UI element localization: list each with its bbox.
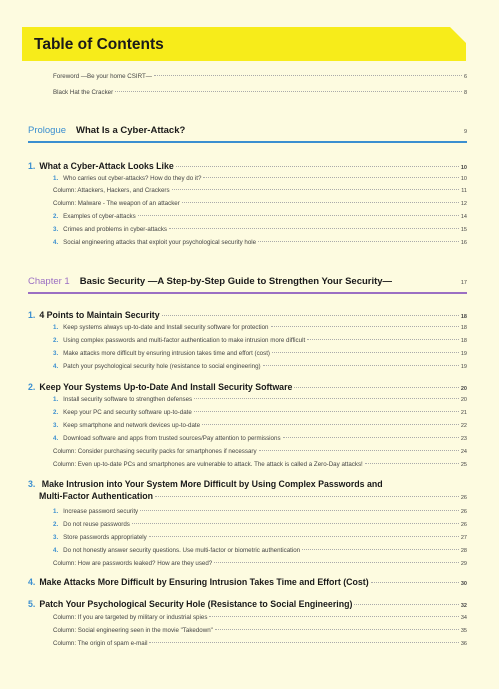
- page-number: 35: [460, 628, 467, 634]
- section-number: 5.: [28, 599, 36, 609]
- entry-label: Column: Malware - The weapon of an attacker: [53, 200, 180, 207]
- toc-entry[interactable]: [53, 363, 467, 370]
- leader-dots: [140, 510, 459, 511]
- page-number: 24: [460, 449, 467, 455]
- leader-dots: [209, 616, 458, 617]
- leader-dots: [182, 202, 459, 203]
- entry-number: 3.: [53, 422, 59, 429]
- leader-dots: [132, 523, 459, 524]
- entry-label: Install security software to strengthen defenses: [63, 396, 193, 403]
- page-number: 30: [460, 581, 467, 587]
- page-number: 32: [460, 603, 467, 609]
- leader-dots: [154, 75, 462, 76]
- section-heading[interactable]: [28, 382, 467, 392]
- page-number: 9: [463, 129, 467, 135]
- entry-number: 4.: [53, 435, 59, 442]
- entry-label: Social engineering attacks that exploit your psychological security hole: [63, 239, 257, 246]
- section-title-line1: Make Intrusion into Your System More Difficult by Using Complex Passwords and: [41, 479, 383, 489]
- entry-number: 1.: [53, 508, 59, 515]
- entry-label: Patch your psychological security hole (resistance to social engineering): [63, 363, 261, 370]
- entry-number: 4.: [53, 547, 59, 554]
- leader-dots: [259, 450, 459, 451]
- entry-number: 3.: [53, 226, 59, 233]
- leader-dots: [354, 604, 459, 605]
- toc-entry[interactable]: [53, 521, 467, 528]
- toc-entry-column[interactable]: [53, 627, 467, 634]
- entry-number: 4.: [53, 239, 59, 246]
- section-title: Make Attacks More Difficult by Ensuring Intrusion Takes Time and Effort (Cost): [39, 577, 369, 587]
- page-number: 18: [460, 325, 467, 331]
- page-number: 26: [460, 522, 467, 528]
- page-number: 8: [463, 90, 467, 96]
- page-number: 23: [460, 436, 467, 442]
- section-heading[interactable]: [28, 599, 467, 609]
- entry-label: Column: Social engineering seen in the movie "Takedown": [53, 627, 213, 634]
- leader-dots: [155, 496, 459, 497]
- entry-label: Examples of cyber-attacks: [63, 213, 136, 220]
- leader-dots: [263, 365, 459, 366]
- entry-label: Column: The origin of spam e-mail: [53, 640, 148, 647]
- leader-dots: [194, 411, 459, 412]
- chapter-divider: [28, 292, 467, 294]
- leader-dots: [365, 463, 459, 464]
- entry-label: Store passwords appropriately: [63, 534, 147, 541]
- entry-number: 3.: [53, 350, 59, 357]
- page-number: 26: [460, 494, 467, 501]
- leader-dots: [214, 562, 459, 563]
- leader-dots: [194, 398, 459, 399]
- page-number: 25: [460, 462, 467, 468]
- entry-number: 2.: [53, 337, 59, 344]
- leader-dots: [294, 387, 458, 388]
- entry-number: 1.: [53, 396, 59, 403]
- page-number: 18: [460, 338, 467, 344]
- entry-label: Keep smartphone and network devices up-to-date: [63, 422, 201, 429]
- toc-entry[interactable]: [53, 175, 467, 182]
- leader-dots: [172, 189, 460, 190]
- toc-entry-column[interactable]: [53, 560, 467, 567]
- section-title: What a Cyber-Attack Looks Like: [39, 161, 174, 171]
- leader-dots: [202, 424, 459, 425]
- leader-dots: [169, 228, 459, 229]
- entry-label: Column: Attackers, Hackers, and Crackers: [53, 187, 170, 194]
- entry-label: Increase password security: [63, 508, 139, 515]
- entry-label: Using complex passwords and multi-factor authentication to make intrusion more difficult: [63, 337, 306, 344]
- page-number: 27: [460, 535, 467, 541]
- toc-entry[interactable]: [53, 337, 467, 344]
- page-number: 16: [460, 240, 467, 246]
- toc-entry[interactable]: [53, 508, 467, 515]
- section-title: Keep Your Systems Up-to-Date And Install Security Software: [39, 382, 293, 392]
- leader-dots: [149, 536, 459, 537]
- entry-label: Do not reuse passwords: [63, 521, 130, 528]
- entry-label: Download software and apps from trusted sources/Pay attention to permissions: [63, 435, 281, 442]
- entry-label: Column: Consider purchasing security packs for smartphones if necessary: [53, 448, 257, 455]
- toc-entry-column[interactable]: [53, 614, 467, 621]
- toc-entry[interactable]: [53, 226, 467, 233]
- page-number: 34: [460, 615, 467, 621]
- entry-label: Do not honestly answer security questions. Use multi-factor or biometric authentication: [63, 547, 301, 554]
- toc-entry-column[interactable]: [53, 200, 467, 207]
- section-title: Patch Your Psychological Security Hole (Resistance to Social Engineering): [39, 599, 353, 609]
- entry-label: Keep systems always up-to-date and Install security software for protection: [63, 324, 269, 331]
- leader-dots: [149, 642, 458, 643]
- toc-entry-column[interactable]: [53, 461, 467, 468]
- entry-label: Column: Even up-to-date PCs and smartphones are vulnerable to attack. The attack is called a Zero-Day attacks!: [53, 461, 363, 468]
- section-number: 3.: [28, 479, 36, 489]
- chapter-title: Basic Security —A Step-by-Step Guide to Strengthen Your Security—: [79, 276, 393, 287]
- toc-entry-black-hat[interactable]: [53, 89, 467, 96]
- page-number: 18: [460, 314, 467, 320]
- section-title: 4 Points to Maintain Security: [39, 310, 160, 320]
- page-number: 12: [460, 201, 467, 207]
- toc-entry[interactable]: [53, 534, 467, 541]
- page-number: 28: [460, 548, 467, 554]
- prologue-heading[interactable]: [28, 125, 467, 136]
- leader-dots: [176, 166, 459, 167]
- toc-entry[interactable]: [53, 213, 467, 220]
- page-number: 36: [460, 641, 467, 647]
- toc-entry[interactable]: [53, 239, 467, 246]
- toc-entry[interactable]: [53, 435, 467, 442]
- prologue-title: What Is a Cyber-Attack?: [76, 125, 186, 136]
- page-number: 15: [460, 227, 467, 233]
- section-number: 2.: [28, 382, 36, 392]
- entry-number: 3.: [53, 534, 59, 541]
- section-number: 1.: [28, 310, 36, 320]
- page-number: 26: [460, 509, 467, 515]
- leader-dots: [283, 437, 459, 438]
- toc-entry[interactable]: [53, 422, 467, 429]
- page-title: Table of Contents: [34, 36, 164, 53]
- toc-entry-foreword[interactable]: [53, 73, 467, 80]
- page-number: 20: [460, 386, 467, 392]
- page-number: 11: [461, 188, 467, 194]
- section-heading[interactable]: [28, 310, 467, 320]
- chapter-label: Chapter 1: [28, 276, 70, 287]
- page-number: 10: [460, 176, 467, 182]
- entry-label: Black Hat the Cracker: [53, 89, 114, 96]
- entry-label: Keep your PC and security software up-to-date: [63, 409, 192, 416]
- toc-entry-column[interactable]: [53, 187, 467, 194]
- entry-number: 2.: [53, 409, 59, 416]
- page-number: 6: [463, 74, 467, 80]
- leader-dots: [307, 339, 459, 340]
- prologue-label: Prologue: [28, 125, 67, 136]
- toc-entry[interactable]: [53, 547, 467, 554]
- leader-dots: [302, 549, 459, 550]
- toc-entry[interactable]: [53, 396, 467, 403]
- entry-number: 4.: [53, 363, 59, 370]
- entry-label: Foreword —Be your home CSIRT—: [53, 73, 152, 80]
- toc-entry[interactable]: [53, 409, 467, 416]
- entry-label: Who carries out cyber-attacks? How do they do it?: [63, 175, 202, 182]
- section-number: 1.: [28, 161, 36, 171]
- toc-entry-column[interactable]: [53, 448, 467, 455]
- leader-dots: [272, 352, 459, 353]
- page-number: 19: [460, 351, 467, 357]
- section-heading[interactable]: [28, 161, 467, 171]
- toc-entry[interactable]: [53, 350, 467, 357]
- page-number: 20: [460, 397, 467, 403]
- entry-label: Make attacks more difficult by ensuring intrusion takes time and effort (cost): [63, 350, 270, 357]
- section-heading[interactable]: [28, 577, 467, 587]
- toc-entry[interactable]: [53, 324, 467, 331]
- toc-entry-column[interactable]: [53, 640, 467, 647]
- entry-number: 1.: [53, 324, 59, 331]
- section-number: 4.: [28, 577, 36, 587]
- prologue-divider: [28, 141, 467, 143]
- leader-dots: [138, 215, 459, 216]
- entry-number: 2.: [53, 213, 59, 220]
- chapter-heading[interactable]: [28, 276, 467, 287]
- leader-dots: [271, 326, 459, 327]
- leader-dots: [371, 582, 459, 583]
- page-number: 29: [460, 561, 467, 567]
- leader-dots: [203, 177, 458, 178]
- entry-label: Column: If you are targeted by military or industrial spies: [53, 614, 208, 621]
- page-number: 19: [460, 364, 467, 370]
- page-number: 22: [460, 423, 467, 429]
- entry-number: 2.: [53, 521, 59, 528]
- entry-number: 1.: [53, 175, 59, 182]
- entry-label: Column: How are passwords leaked? How are they used?: [53, 560, 213, 567]
- page-number: 14: [460, 214, 467, 220]
- leader-dots: [215, 629, 459, 630]
- leader-dots: [115, 91, 462, 92]
- section-title-line2: Multi-Factor Authentication: [39, 490, 154, 501]
- section-heading[interactable]: [28, 479, 467, 504]
- leader-dots: [162, 315, 459, 316]
- page-number: 10: [460, 165, 467, 171]
- page-number: 21: [460, 410, 467, 416]
- page-number: 17: [460, 280, 467, 286]
- leader-dots: [258, 241, 459, 242]
- entry-label: Crimes and problems in cyber-attacks: [63, 226, 168, 233]
